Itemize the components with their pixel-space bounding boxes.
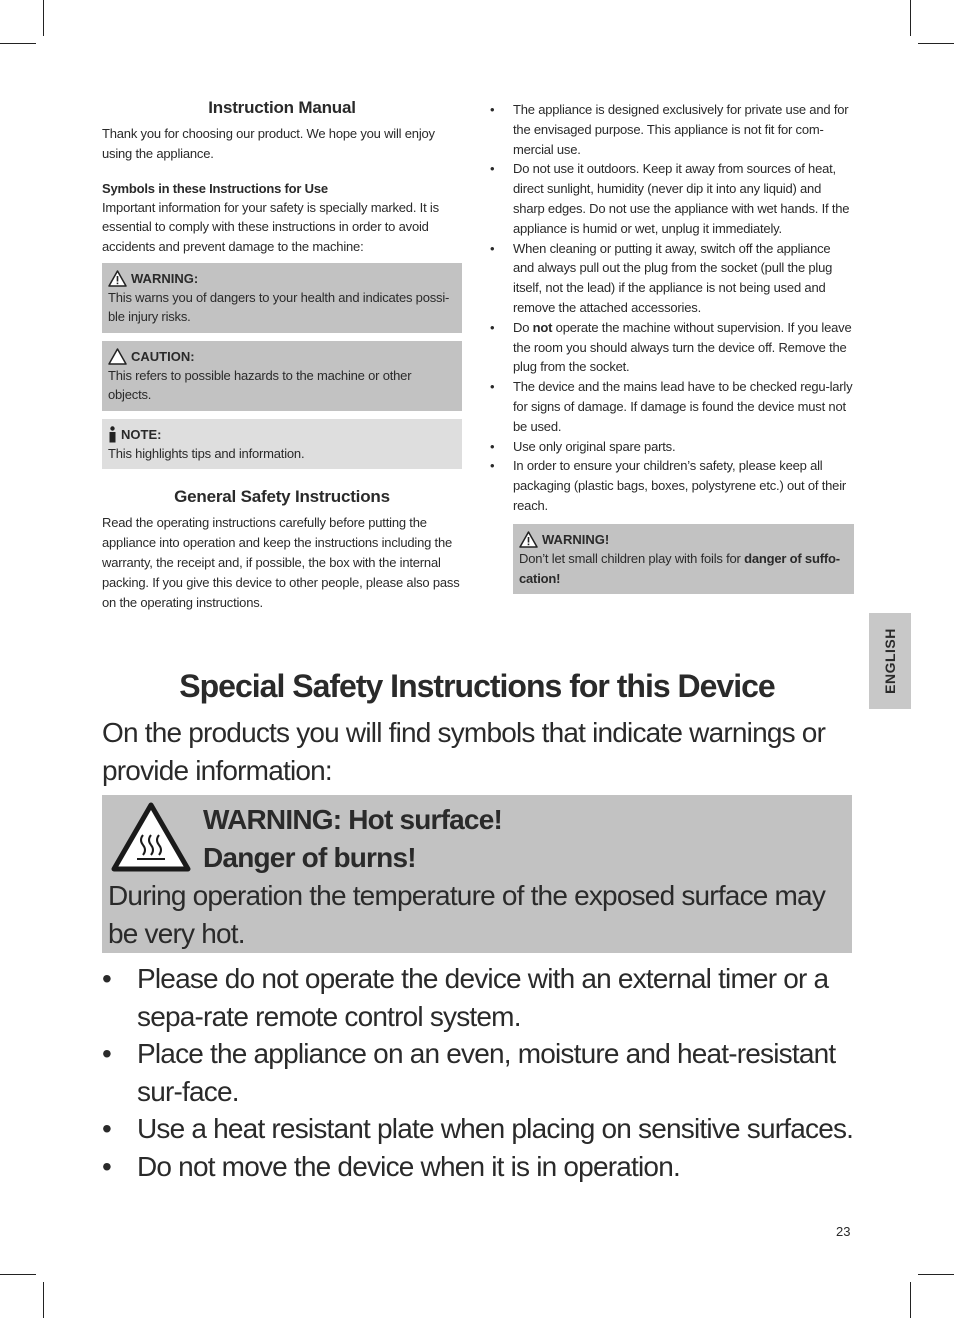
children-warning-head [519,531,848,549]
bullet: • [102,1038,112,1069]
warning-text: This warns you of dangers to your health and indicates possi-ble injury risks. [108,289,450,325]
crop-mark [43,1282,44,1318]
caution-text: This refers to possible hazards to the machine or other objects. [108,367,412,403]
bullet: • [102,1150,112,1182]
note-box [102,419,462,470]
safety-list [488,100,854,516]
crop-mark [43,0,44,36]
list-item-text: Do not use it outdoors. Keep it away from sources of heat, direct sunlight, humidity (never dip it into any liquid) and sharp edges. Do not use the appliance with wet hands. If the appliance is humid or wet, unplug it immediately. [513,161,850,236]
left-column [102,98,462,612]
crop-mark [910,1282,911,1318]
warning-head [108,270,456,288]
hot-surface-warning-box [102,795,852,953]
list-item-text-bold: not [532,319,553,335]
list-item [488,239,854,318]
children-warning-box [513,524,854,595]
list-item [102,1148,854,1186]
caution-box [102,341,462,411]
hot-surface-line2: Danger of burns! [203,842,416,873]
list-item [488,377,854,436]
note-text: This highlights tips and information. [108,445,305,461]
crop-mark [918,1274,954,1275]
warning-box [102,263,462,333]
warning-triangle-icon [108,270,127,287]
general-title: General Safety Instructions [174,487,390,507]
crop-mark [910,0,911,36]
crop-mark [0,1274,36,1275]
children-warning-label: WARNING! [542,531,610,547]
list-item [102,1110,854,1148]
hot-surface-text: During operation the temperature of the exposed surface may be very hot. [108,880,826,949]
list-item [488,318,854,377]
bullet: • [490,240,495,256]
right-column [488,100,854,594]
children-warning-pre: Don’t let small children play with foils for [519,550,745,566]
symbols-heading: Symbols in these Instructions for Use [102,180,328,196]
page-number: 23 [836,1224,851,1239]
list-item [488,100,854,159]
list-item-text: Please do not operate the device with an external timer or a sepa-rate remote control system. [137,963,829,1032]
list-item-text: Use only original spare parts. [513,438,676,454]
bullet: • [102,963,112,994]
children-warning-bold: danger of suffo-cation! [519,550,840,586]
list-item-text: When cleaning or putting it away, switch off the appliance and always pull out the plug from the socket (pull the plug itself, not the lead) if the appliance is not being used and remove the attached accessories. [513,240,833,315]
note-label: NOTE: [121,426,162,442]
general-text: Read the operating instructions carefully before putting the appliance into operation and keep the instructions including the warranty, the receipt and, if possible, the box with the internal packing. If you give this device to other people, please also pass on the operating instructions. [102,515,460,610]
list-item [488,437,854,457]
symbols-text: Important information for your safety is specially marked. It is essential to comply with these instructions in order to avoid accidents and prevent damage to the machine: [102,199,439,255]
list-item [102,1035,854,1110]
list-item-text-pre: Do [513,319,533,335]
crop-mark [918,43,954,44]
note-head [108,426,456,444]
special-title: Special Safety Instructions for this Device [179,668,775,704]
list-item [102,960,854,1035]
bullet: • [490,161,495,177]
caution-triangle-icon [108,348,127,365]
warning-triangle-icon [519,531,538,548]
hot-surface-icon [110,801,192,873]
hot-surface-heading [203,801,502,877]
list-item-text-post: operate the machine without supervision. If you leave the room you should always turn the device off. Remove the plug from the socket. [513,319,852,375]
list-item-text: The device and the mains lead have to be checked regu-larly for signs of damage. If damage is found the device must not be used. [513,379,853,434]
bullet: • [490,319,495,335]
thanks-text: Thank you for choosing our product. We hope you will enjoy using the appliance. [102,126,435,161]
warning-label: WARNING: [131,270,199,286]
list-item-text: The appliance is designed exclusively for private use and for the envisaged purpose. This appliance is not fit for com-mercial use. [513,102,849,157]
bullet: • [490,458,495,474]
bullet: • [490,438,495,454]
special-list [102,960,854,1185]
manual-title: Instruction Manual [208,98,356,117]
caution-label: CAUTION: [131,348,195,364]
list-item [488,456,854,515]
bullet: • [490,102,495,117]
list-item [488,159,854,238]
list-item-text: Use a heat resistant plate when placing on sensitive surfaces. [137,1113,854,1144]
hot-surface-line1: WARNING: Hot surface! [203,804,502,835]
list-item-text: In order to ensure your children’s safety, please keep all packaging (plastic bags, boxes, polystyrene etc.) out of their reach. [513,458,847,513]
bullet: • [102,1113,112,1144]
info-icon [108,426,117,443]
list-item-text: Do not move the device when it is in operation. [137,1150,680,1182]
list-item-text: Place the appliance on an even, moisture and heat-resistant sur-face. [137,1038,836,1107]
crop-mark [0,43,36,44]
bullet: • [490,379,495,395]
children-warning-text [519,549,848,589]
language-tab-label: ENGLISH [882,628,899,694]
special-intro: On the products you will find symbols that indicate warnings or provide information: [102,717,826,786]
caution-head [108,348,456,366]
